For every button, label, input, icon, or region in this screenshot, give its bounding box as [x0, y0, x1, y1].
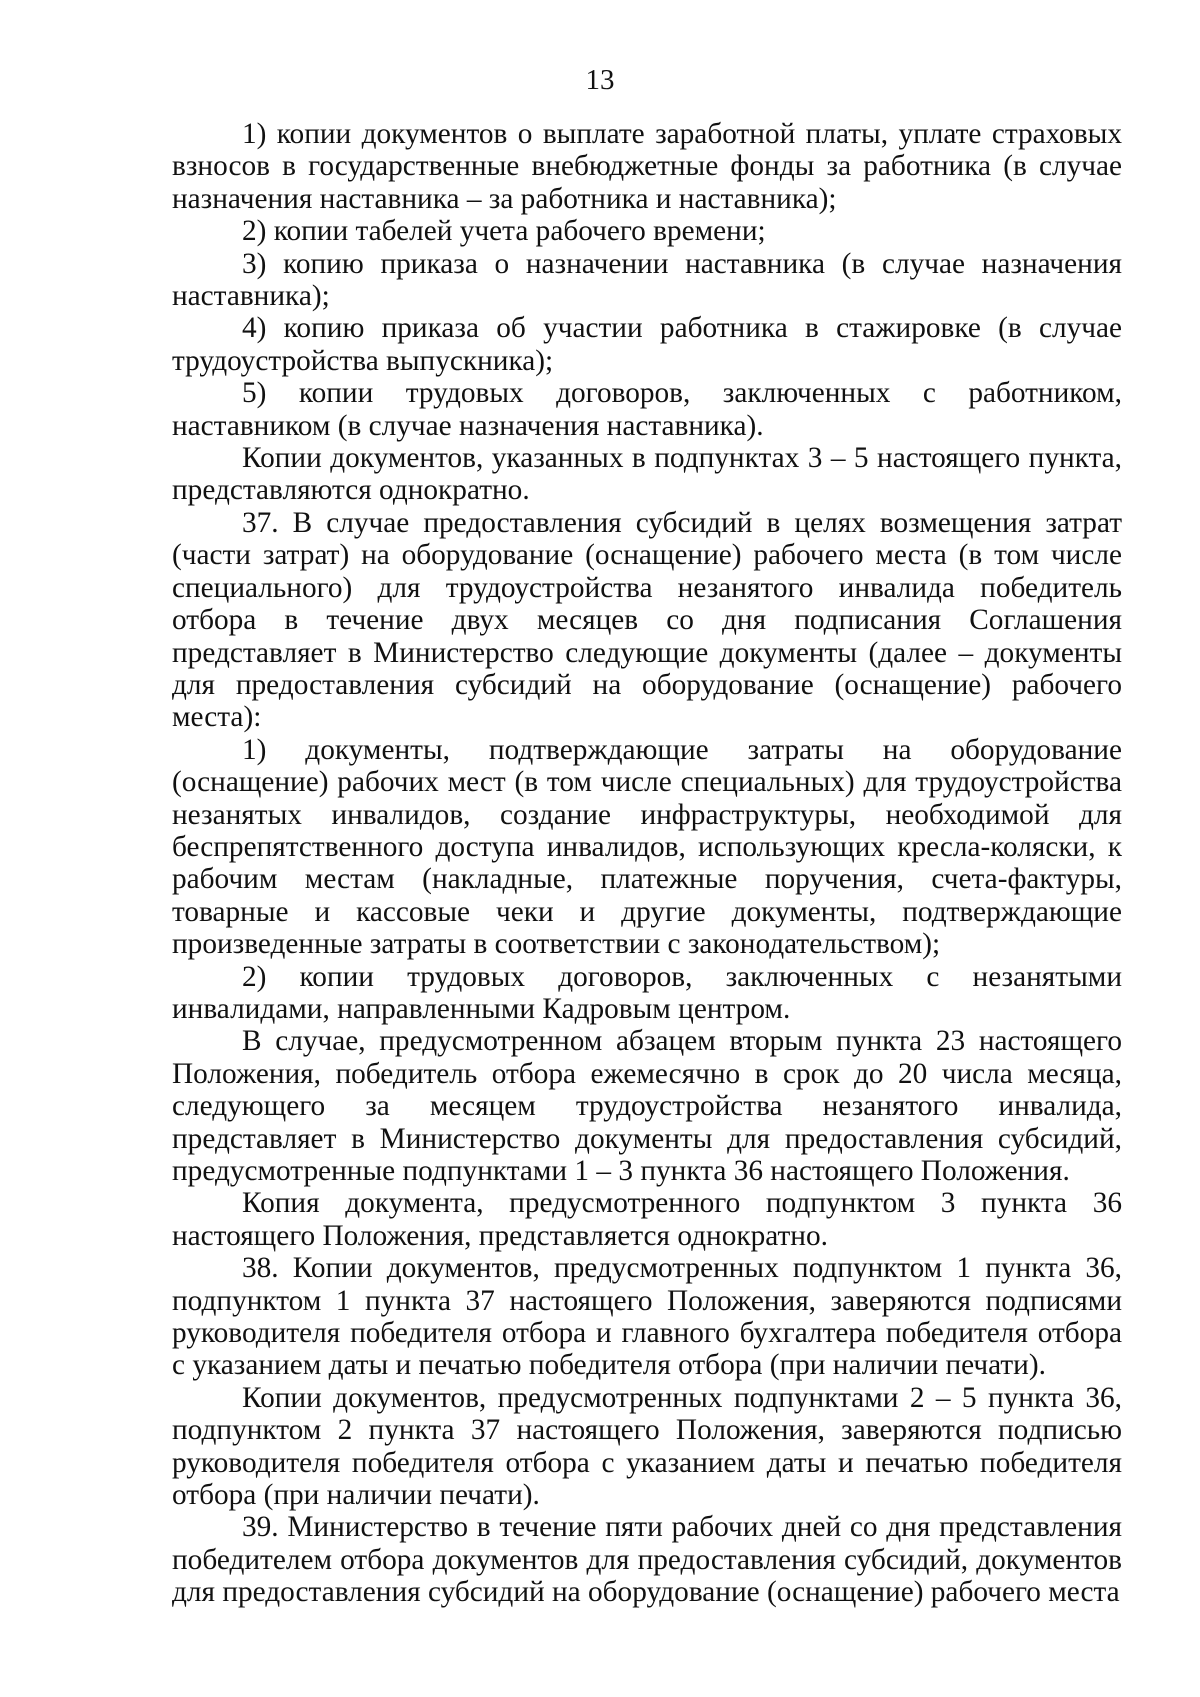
paragraph-37: 37. В случае предоставления субсидий в целях возмещения затрат (части затрат) на оборудование (оснащение) рабочего места (в том числе специального) для трудоустройства незанятого инвалида победитель отбора в течение двух месяцев со дня подписания Соглашения представляет в Министерство следующие документы (далее – документы для предоставления субсидий на оборудование (оснащение) рабочего места): — [172, 506, 1122, 734]
paragraph-36-item-4: 4) копию приказа об участии работника в стажировке (в случае трудоустройства выпускника); — [172, 312, 1122, 377]
paragraph-38-second: Копии документов, предусмотренных подпунктами 2 – 5 пункта 36, подпунктом 2 пункта 37 настоящего Положения, заверяются подписью руководителя победителя отбора с указанием даты и печатью победителя отбора (при наличии печати). — [172, 1381, 1122, 1512]
paragraph-36-item-1: 1) копии документов о выплате заработной платы, уплате страховых взносов в государственные внебюджетные фонды за работника (в случае назначения наставника – за работника и наставника); — [172, 118, 1122, 215]
paragraph-38: 38. Копии документов, предусмотренных подпунктом 1 пункта 36, подпунктом 1 пункта 37 настоящего Положения, заверяются подписями руководителя победителя отбора и главного бухгалтера победителя отбора с указанием даты и печатью победителя отбора (при наличии печати). — [172, 1252, 1122, 1382]
document-body — [172, 118, 1122, 1609]
paragraph-39: 39. Министерство в течение пяти рабочих дней со дня представления победителем отбора документов для предоставления субсидий, документов для предоставления субсидий на оборудование (оснащение) рабочего места — [172, 1511, 1122, 1609]
page-number: 13 — [585, 64, 615, 96]
paragraph-36-item-2: 2) копии табелей учета рабочего времени; — [242, 215, 766, 248]
paragraph-37-case: В случае, предусмотренном абзацем вторым пункта 23 настоящего Положения, победитель отбора ежемесячно в срок до 20 числа месяца, следующего за месяцем трудоустройства незанятого инвалида, представляет в Министерство документы для предоставления субсидий, предусмотренные подпунктами 1 – 3 пункта 36 настоящего Положения. — [172, 1025, 1122, 1187]
paragraph-37-item-2: 2) копии трудовых договоров, заключенных с незанятыми инвалидами, направленными Кадровым центром. — [172, 960, 1122, 1025]
paragraph-36-item-3: 3) копию приказа о назначении наставника (в случае назначения наставника); — [172, 247, 1122, 313]
paragraph-36-item-5: 5) копии трудовых договоров, заключенных с работником, наставником (в случае назначения наставника). — [172, 377, 1122, 442]
paragraph-37-item-1: 1) документы, подтверждающие затраты на оборудование (оснащение) рабочих мест (в том числе специальных) для трудоустройства незанятых инвалидов, создание инфраструктуры, необходимой для беспрепятственного доступа инвалидов, использующих кресла-коляски, к рабочим местам (накладные, платежные поручения, счета-фактуры, товарные и кассовые чеки и другие документы, подтверждающие произведенные затраты в соответствии с законодательством); — [172, 733, 1122, 961]
paragraph-37-copy-note: Копия документа, предусмотренного подпунктом 3 пункта 36 настоящего Положения, представляется однократно. — [172, 1187, 1122, 1252]
paragraph-36-note: Копии документов, указанных в подпунктах 3 – 5 настоящего пункта, представляются однократно. — [172, 442, 1122, 507]
